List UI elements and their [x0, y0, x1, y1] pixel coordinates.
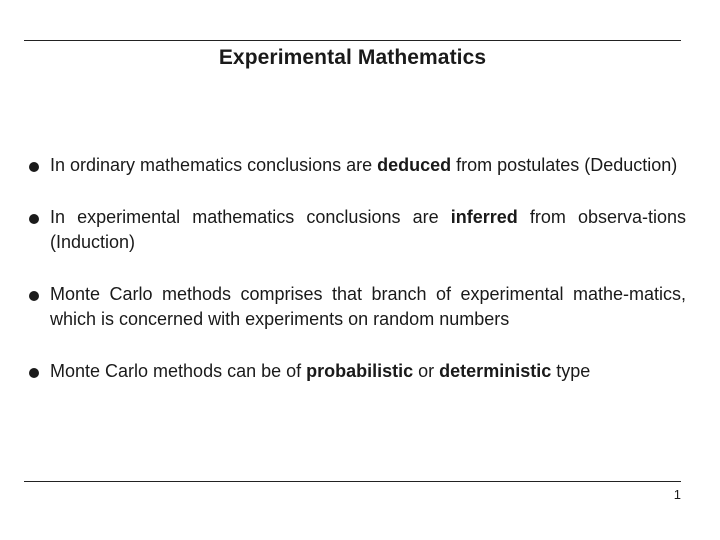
- bullet-text-1: [50, 155, 677, 175]
- text-segment: In ordinary mathematics conclusions are: [50, 155, 378, 175]
- text-segment: Monte Carlo methods comprises that branch of experimental mathe-matics, which is concerned with experiments on random numbers: [50, 284, 686, 329]
- slide-title: Experimental Mathematics: [218, 46, 487, 69]
- bullet-list: [26, 153, 686, 384]
- text-segment: from observa-tions (Induction): [50, 207, 686, 252]
- emphasis-deterministic: deterministic: [439, 361, 552, 381]
- bullet-dot-icon: [29, 214, 39, 224]
- bullet-text-2: [50, 207, 686, 252]
- emphasis-deduced: deduced: [377, 155, 452, 175]
- bullet-item-induction: [26, 205, 686, 255]
- top-rule: [24, 40, 681, 41]
- text-segment: In experimental mathematics conclusions are: [50, 207, 451, 227]
- bullet-item-deduction: [26, 153, 686, 178]
- bottom-rule: [24, 481, 681, 482]
- bullet-dot-icon: [29, 368, 39, 378]
- bullet-dot-icon: [29, 162, 39, 172]
- bullet-text-4: [50, 361, 590, 381]
- emphasis-probabilistic: probabilistic: [306, 361, 414, 381]
- page-number: 1: [673, 487, 681, 502]
- text-segment: from postulates (Deduction): [451, 155, 678, 175]
- bullet-dot-icon: [29, 291, 39, 301]
- text-segment: type: [551, 361, 591, 381]
- bullet-item-monte-carlo-types: [26, 359, 686, 384]
- bullet-text-3: [50, 284, 686, 329]
- text-segment: Monte Carlo methods can be of: [50, 361, 307, 381]
- emphasis-inferred: inferred: [450, 207, 518, 227]
- bullet-item-monte-carlo-branch: [26, 282, 686, 332]
- text-segment: or: [413, 361, 440, 381]
